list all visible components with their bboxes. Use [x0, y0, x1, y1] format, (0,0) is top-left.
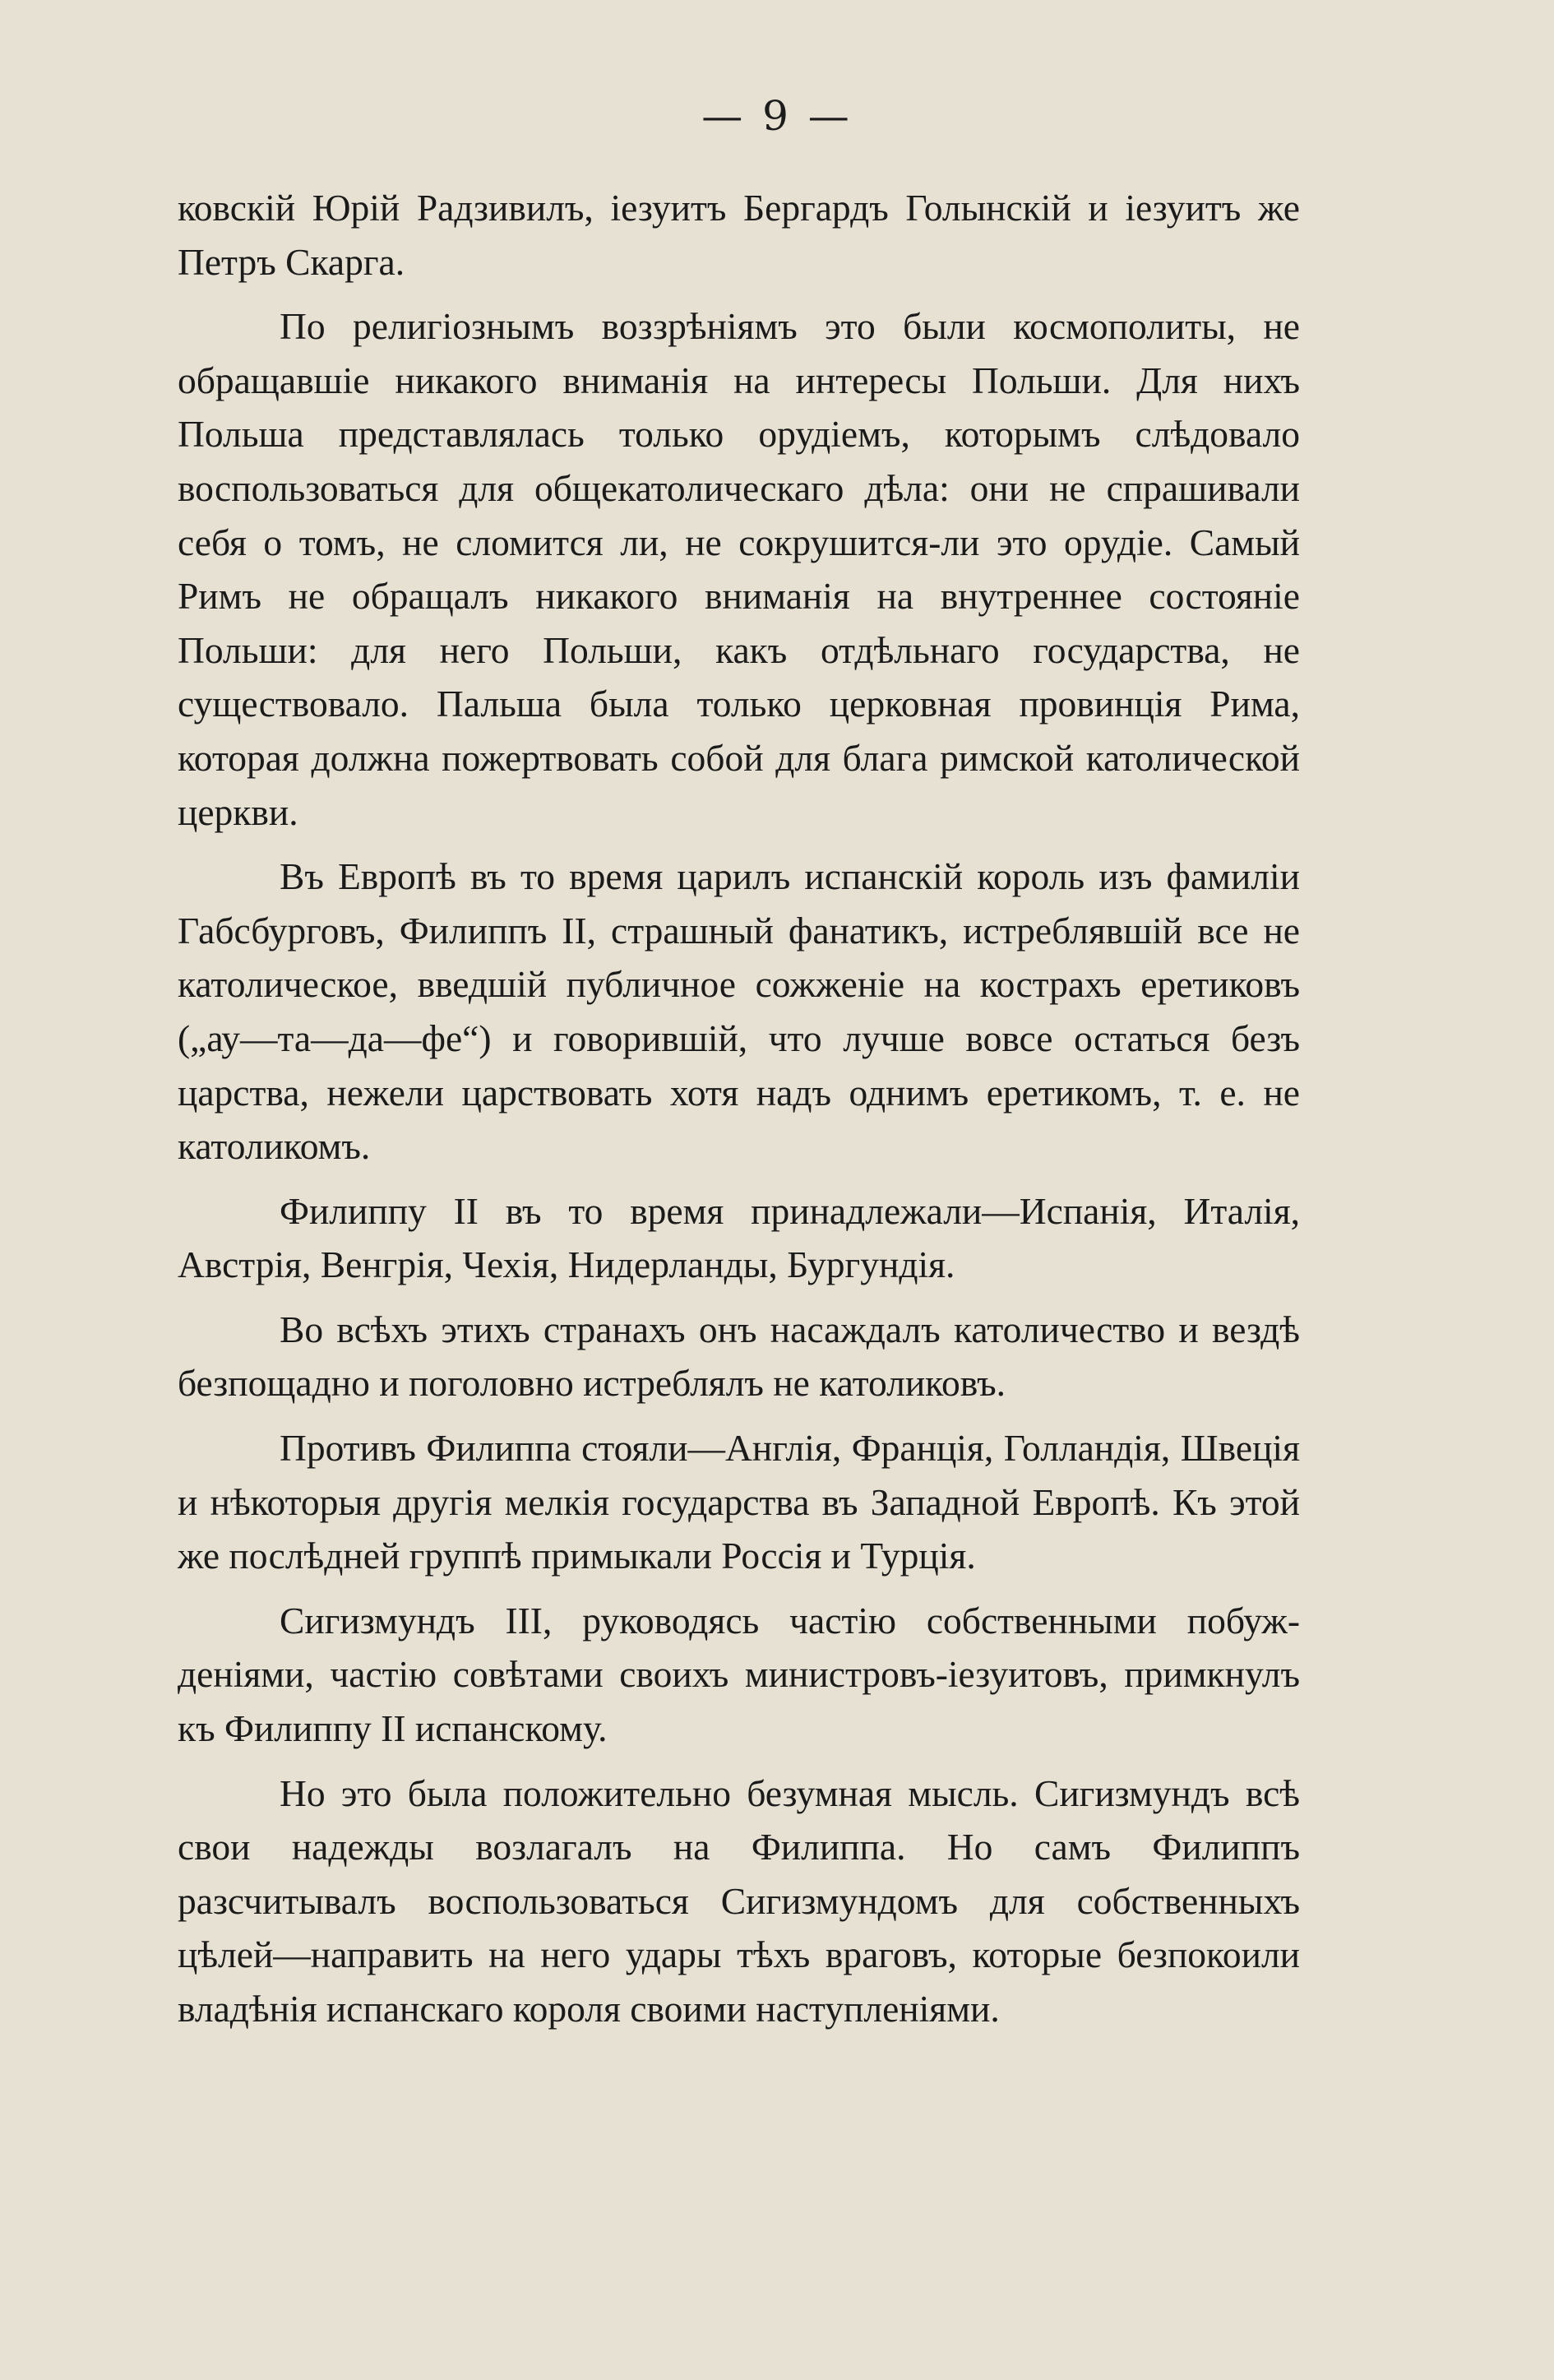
paragraph-sigismund-alliance: Сигизмундъ III, руководясь частію собственными побужденіями, частію совѣтами своихъ министровъ-іезуитовъ, примкнулъ къ Филиппу II испанскому. — [178, 1599, 1300, 1750]
paragraph-religious-views: По религіознымъ воззрѣніямъ это были космополиты, не обращавшіе никакого вниманія на интересы Польши. Для нихъ Польша представлялась только орудіемъ, которымъ слѣдовало воспользоваться для общекатолическаго дѣла: они не спрашивали себя о томъ, не сломится ли, не сокрушится-ли это орудіе. Самый Римъ не обращалъ никакого вниманія на внутреннее состояніе Польши: для него Польши, какъ отдѣльнаго государства, не существовало. Пальша была только церковная провинція Рима, которая должна пожертвовать собой для блага римской католической церкви. — [178, 305, 1300, 833]
paragraph-philip-ii-europe: Въ Европѣ въ то время царилъ испанскій король изъ фамиліи Габсбурговъ, Филиппъ II, страшный фанатикъ, истреблявшій все не католическое, введшій публичное сожженіе на кострахъ еретиковъ („ау—та—да—фе“) и говорившій, что лучше вовсе остаться безъ царства, нежели царствовать хотя надъ однимъ еретикомъ, т. е. не католикомъ. — [178, 855, 1300, 1168]
paragraph-catholicism-spread: Во всѣхъ этихъ странахъ онъ насаждалъ католичество и вездѣ безпощадно и поголовно истреблялъ не католиковъ. — [178, 1308, 1300, 1405]
paragraph-continuation: ковскій Юрій Радзивилъ, іезуитъ Бергардъ Голынскій и іезуитъ же Петръ Скарга. — [178, 187, 1300, 283]
paragraph-mad-idea: Но это была положительно безумная мысль. Сигизмундъ всѣ свои надежды возлагалъ на Филиппа. Но самъ Филиппъ разсчитывалъ воспользоваться Сигизмундомъ для собственныхъ цѣлей—направить на него удары тѣхъ враговъ, которые безпокоили владѣнія испанскаго короля своими наступленіями. — [178, 1771, 1300, 2030]
page-number: — 9 — — [701, 92, 853, 140]
body-text — [178, 181, 1300, 2047]
paragraph-philip-possessions: Филиппу II въ то время принадлежали—Испанія, Италія, Австрія, Венгрія, Чехія, Нидерланды, Бургундія. — [178, 1189, 1300, 1286]
paragraph-opponents: Противъ Филиппа стояли—Англія, Францiя, Голландія, Швеція и нѣкоторыя другія мелкія государства въ Западной Европѣ. Къ этой же послѣдней группѣ примыкали Россія и Турція. — [178, 1427, 1300, 1577]
